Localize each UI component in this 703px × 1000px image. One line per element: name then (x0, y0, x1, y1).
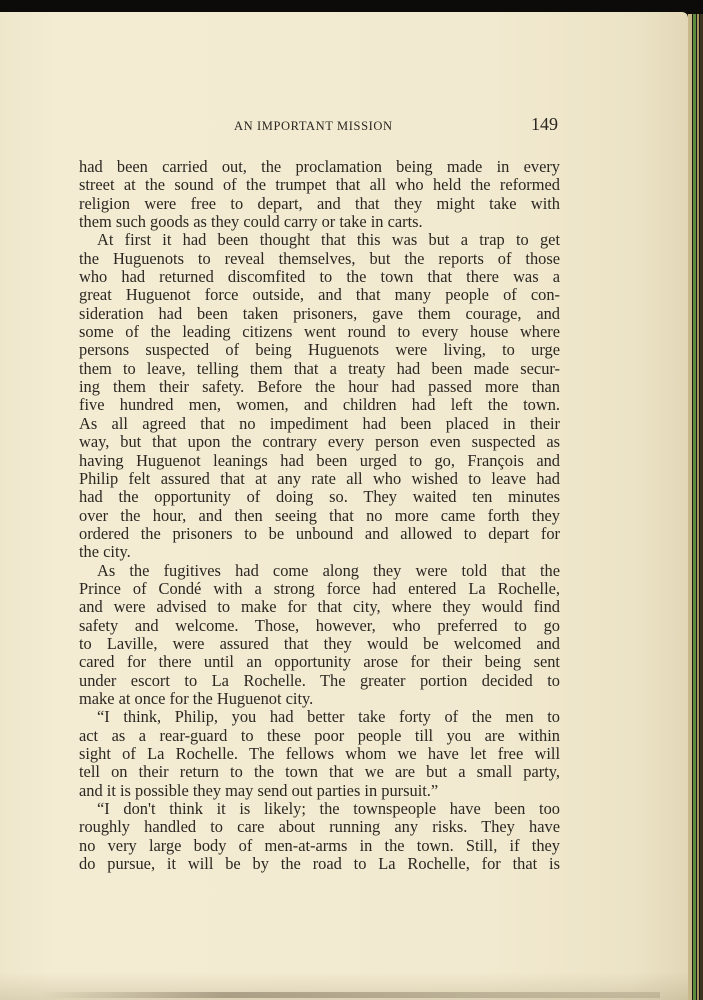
text-line: having Huguenot leanings had been urged to go, François and (79, 450, 560, 470)
text-line: ordered the prisoners to be unbound and allowed to depart for (79, 523, 560, 543)
text-line: some of the leading citizens went round to every house where (79, 322, 560, 342)
text-line: under escort to La Rochelle. The greater portion decided to (79, 670, 560, 690)
text-line: Philip felt assured that at any rate all who wished to leave had (79, 468, 560, 488)
text-line: and were advised to make for that city, where they would find (79, 597, 560, 617)
running-title: AN IMPORTANT MISSION (234, 119, 393, 133)
text-line: five hundred men, women, and children had left the town. (79, 395, 560, 415)
text-line: great Huguenot force outside, and that many people of con- (79, 285, 560, 305)
text-line: persons suspected of being Huguenots were living, to urge (79, 340, 560, 360)
page-bottom-shadow (40, 992, 660, 998)
text-line: had the opportunity of doing so. They waited ten minutes (79, 487, 560, 507)
text-line: sideration had been taken prisoners, gave them courage, and (79, 303, 560, 323)
text-line: As the fugitives had come along they were told that the (97, 560, 560, 580)
text-line: “I don't think it is likely; the townspeople have been too (97, 799, 560, 819)
text-line: cared for there until an opportunity arose for their being sent (79, 652, 560, 672)
book-page (0, 12, 688, 1000)
text-line: and it is possible they may send out parties in pursuit.” (79, 780, 439, 800)
text-line: way, but that upon the contrary every person even suspected as (79, 432, 560, 452)
text-line: make at once for the Huguenot city. (79, 688, 314, 708)
book-edge (697, 14, 699, 1000)
text-line: As all agreed that no impediment had been placed in their (79, 413, 560, 433)
text-line: them such goods as they could carry or take in carts. (79, 212, 423, 232)
text-line: do pursue, it will be by the road to La Rochelle, for that is (79, 854, 560, 874)
text-line: over the hour, and then seeing that no more came forth they (79, 505, 560, 525)
text-line: religion were free to depart, and that they might take with (79, 193, 560, 213)
text-line: act as a rear-guard to these poor people till you are within (79, 725, 560, 745)
text-line: sight of La Rochelle. The fellows whom we have let free will (79, 744, 560, 763)
text-line: the Huguenots to reveal themselves, but the reports of those (79, 248, 560, 268)
text-line: safety and welcome. Those, however, who preferred to go (79, 615, 560, 635)
text-line: “I think, Philip, you had better take forty of the men to (97, 707, 560, 727)
text-line: had been carried out, the proclamation being made in every (79, 157, 560, 176)
text-line: At first it had been thought that this was but a trap to get (97, 230, 560, 250)
text-line: no very large body of men-at-arms in the town. Still, if they (79, 835, 560, 855)
text-line: to Laville, were assured that they would be welcomed and (79, 633, 560, 653)
text-line: Prince of Condé with a strong force had entered La Rochelle, (79, 578, 560, 598)
text-line: the city. (79, 542, 131, 562)
text-line: street at the sound of the trumpet that all who held the reformed (79, 175, 560, 195)
text-line: tell on their return to the town that we are but a small party, (79, 762, 560, 782)
book-edge (688, 14, 692, 1000)
text-line: roughly handled to care about running any risks. They have (79, 817, 560, 837)
text-line: who had returned discomfited to the town that there was a (79, 267, 560, 287)
text-line: them to leave, telling them that a treaty had been made secur- (79, 358, 560, 378)
book-edge (693, 14, 696, 1000)
body-text (79, 158, 560, 873)
page-number: 149 (531, 114, 558, 134)
text-line: ing them their safety. Before the hour had passed more than (79, 377, 560, 397)
